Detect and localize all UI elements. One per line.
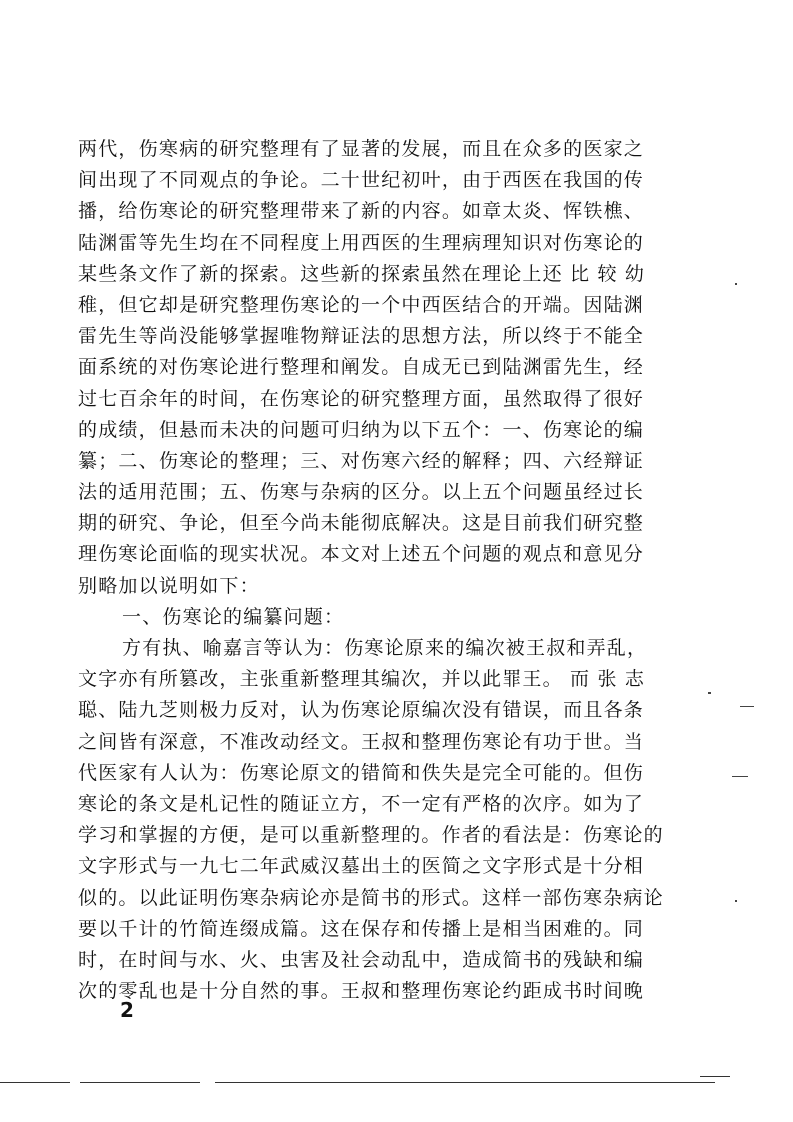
text-line: 次的零乱也是十分自然的事。王叔和整理伤寒论约距成书时间晚 bbox=[78, 980, 644, 1003]
scan-artifact-line bbox=[0, 1082, 70, 1083]
scan-speck bbox=[735, 283, 737, 285]
text-line: 法的适用范围；五、伤寒与杂病的区分。以上五个问题虽经过长 bbox=[78, 481, 644, 504]
scan-artifact-line bbox=[80, 1082, 200, 1083]
scan-speck bbox=[708, 692, 711, 694]
text-line: 寒论的条文是札记性的随证立方，不一定有严格的次序。如为了 bbox=[78, 792, 644, 815]
text-line: 雷先生等尚没能够掌握唯物辩证法的思想方法，所以终于不能全 bbox=[78, 325, 644, 348]
text-line: 聪、陆九芝则极力反对，认为伤寒论原编次没有错误，而且各条 bbox=[78, 699, 644, 722]
scan-speck bbox=[735, 900, 737, 902]
text-line: 之间皆有深意，不准改动经文。王叔和整理伤寒论有功于世。当 bbox=[78, 730, 644, 753]
scan-artifact-line bbox=[215, 1082, 715, 1083]
page-number: 2 bbox=[120, 998, 134, 1022]
scan-speck bbox=[740, 706, 754, 707]
scan-artifact-line bbox=[700, 1076, 730, 1077]
text-line: 间出现了不同观点的争论。二十世纪初叶，由于西医在我国的传 bbox=[78, 169, 644, 192]
text-line: 文字形式与一九七二年武威汉墓出土的医简之文字形式是十分相 bbox=[78, 855, 644, 878]
text-line: 某些条文作了新的探索。这些新的探索虽然在理论上还 比 较 幼 bbox=[78, 262, 646, 285]
text-line: 期的研究、争论，但至今尚未能彻底解决。这是目前我们研究整 bbox=[78, 512, 644, 535]
text-line: 的成绩，但悬而未决的问题可归纳为以下五个：一、伤寒论的编 bbox=[78, 418, 644, 441]
text-line: 陆渊雷等先生均在不同程度上用西医的生理病理知识对伤寒论的 bbox=[78, 231, 644, 254]
text-line: 方有执、喻嘉言等认为：伤寒论原来的编次被王叔和弄乱， bbox=[122, 637, 648, 659]
text-line: 稚，但它却是研究整理伤寒论的一个中西医结合的开端。因陆渊 bbox=[78, 293, 644, 316]
text-line: 理伤寒论面临的现实状况。本文对上述五个问题的观点和意见分 bbox=[78, 543, 644, 566]
text-line: 代医家有人认为：伤寒论原文的错简和佚失是完全可能的。但伤 bbox=[78, 761, 644, 784]
text-line: 过七百余年的时间，在伤寒论的研究整理方面，虽然取得了很好 bbox=[78, 387, 644, 410]
text-line: 时，在时间与水、火、虫害及社会动乱中，造成简书的残缺和编 bbox=[78, 948, 644, 971]
text-line: 两代，伤寒病的研究整理有了显著的发展，而且在众多的医家之 bbox=[78, 138, 644, 160]
scan-speck bbox=[732, 776, 748, 777]
text-line: 别略加以说明如下： bbox=[78, 574, 260, 597]
text-line: 似的。以此证明伤寒杂病论亦是简书的形式。这样一部伤寒杂病论 bbox=[78, 886, 664, 909]
text-line: 面系统的对伤寒论进行整理和阐发。自成无已到陆渊雷先生，经 bbox=[78, 356, 644, 379]
text-line: 播，给伤寒论的研究整理带来了新的内容。如章太炎、恽铁樵、 bbox=[78, 200, 644, 223]
body-text bbox=[78, 134, 664, 1007]
text-line: 文字亦有所篡改，主张重新整理其编次，并以此罪王。 而 张 志 bbox=[78, 668, 646, 691]
text-line: 学习和掌握的方便，是可以重新整理的。作者的看法是：伤寒论的 bbox=[78, 824, 664, 847]
text-line: 纂；二、伤寒论的整理；三、对伤寒六经的解释；四、六经辩证 bbox=[78, 449, 644, 472]
text-line: 一、伤寒论的编纂问题： bbox=[122, 605, 345, 628]
text-line: 要以千计的竹简连缀成篇。这在保存和传播上是相当困难的。同 bbox=[78, 917, 644, 940]
